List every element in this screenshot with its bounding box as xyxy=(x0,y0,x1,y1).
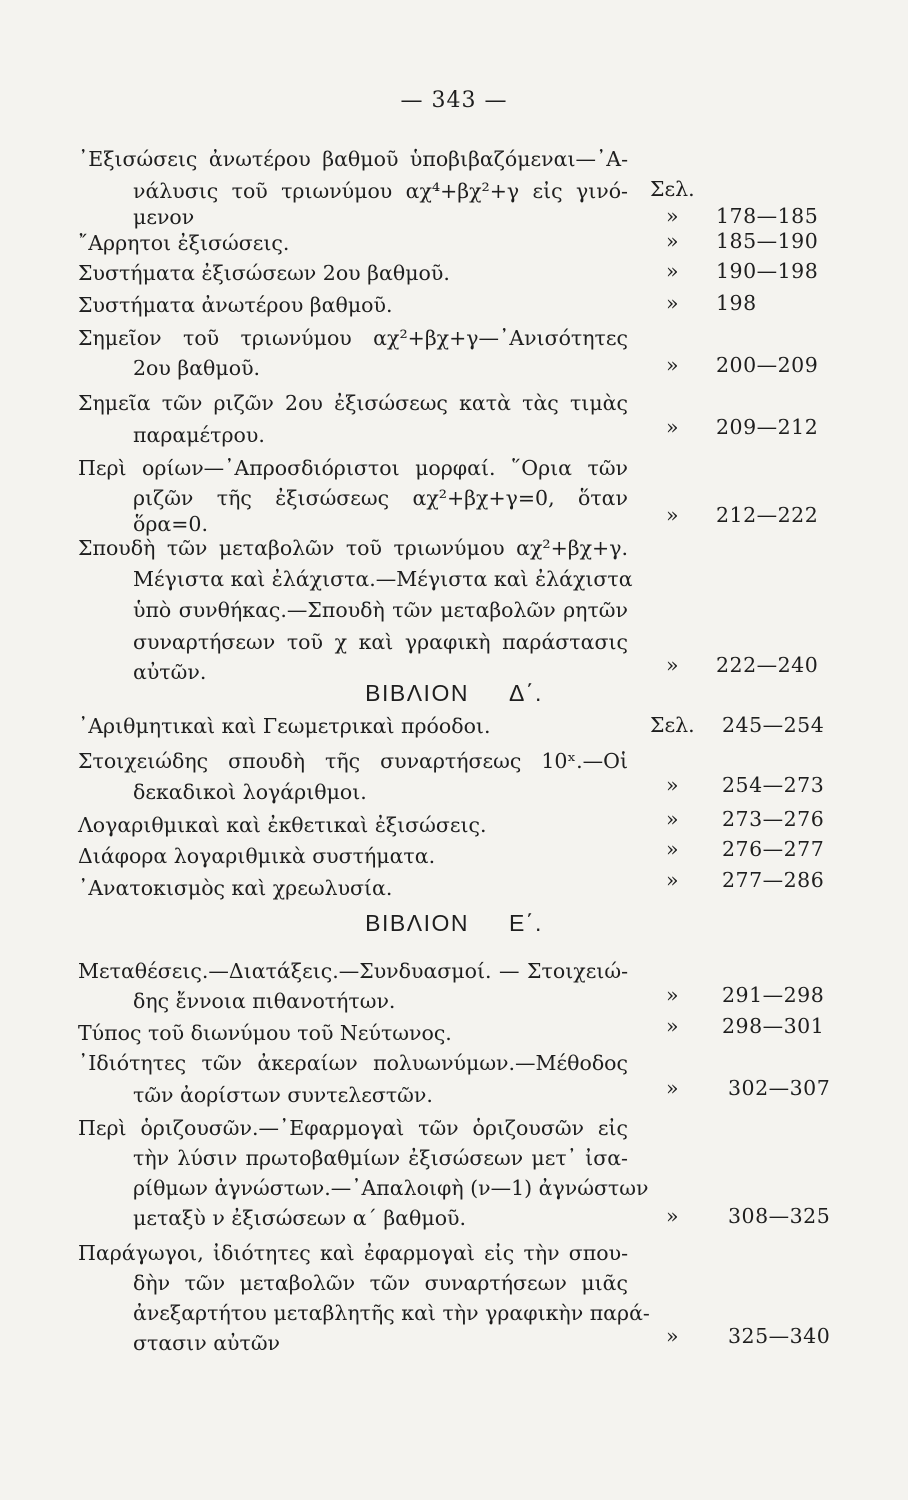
page-range: 185—190 xyxy=(716,229,819,253)
entry-line: Στοιχειώδης σπουδὴ τῆς συναρτήσεως 10ˣ.—Οἱ xyxy=(78,749,628,773)
page-range: 291—298 xyxy=(722,983,825,1007)
ditto-mark: » xyxy=(666,1204,679,1228)
ditto-mark: » xyxy=(666,837,679,861)
entry-line: Σημεῖα τῶν ριζῶν 2ου ἐξισώσεως κατὰ τὰς τιμὰς xyxy=(78,391,628,415)
entry-line: ἀνεξαρτήτου μεταβλητῆς καὶ τὴν γραφικὴν παρά- xyxy=(133,1301,650,1325)
page-range: 254—273 xyxy=(722,773,825,797)
entry-line: ὑπὸ συνθήκας.—Σπουδὴ τῶν μεταβολῶν ρητῶν xyxy=(133,598,628,622)
ditto-mark: » xyxy=(666,503,679,527)
heading-numeral: Δ΄. xyxy=(508,680,543,706)
entry-line: Συστήματα ἐξισώσεων 2ου βαθμοῦ. xyxy=(78,261,450,285)
ditto-mark: » xyxy=(666,259,679,283)
entry-line: ρίθμων ἀγνώστων.—᾿Απαλοιφὴ (ν—1) ἀγνώστων xyxy=(133,1176,649,1200)
ditto-mark: » xyxy=(666,1324,679,1348)
heading-numeral: Ε΄. xyxy=(508,910,543,936)
page-range: 190—198 xyxy=(716,259,819,283)
page-range: 273—276 xyxy=(722,807,825,831)
entry-line: τῶν ἀορίστων συντελεστῶν. xyxy=(133,1083,433,1107)
page-range: 308—325 xyxy=(728,1204,831,1228)
page-number: — 343 — xyxy=(400,88,508,113)
entry-line: αὐτῶν. xyxy=(133,660,207,684)
entry-line: ριζῶν τῆς ἐξισώσεως αχ²+βχ+γ=0, ὅταν xyxy=(133,486,628,510)
unit-label: Σελ. xyxy=(650,177,695,201)
entry-line: παραμέτρου. xyxy=(133,423,265,447)
ditto-mark: » xyxy=(666,229,679,253)
entry-line: τὴν λύσιν πρωτοβαθμίων ἐξισώσεων μετ᾿ ἰσα- xyxy=(133,1146,628,1170)
page-range: 178—185 xyxy=(716,204,819,228)
page-range: 277—286 xyxy=(722,868,825,892)
page-range: 245—254 xyxy=(722,713,825,737)
entry-line: Σημεῖον τοῦ τριωνύμου αχ²+βχ+γ—᾿Ανισότητες xyxy=(78,326,628,350)
entry-line: ᾿Ανατοκισμὸς καὶ χρεωλυσία. xyxy=(78,876,393,900)
ditto-mark: » xyxy=(666,353,679,377)
ditto-mark: » xyxy=(666,868,679,892)
entry-line: Διάφορα λογαριθμικὰ συστήματα. xyxy=(78,844,436,868)
page-range: 302—307 xyxy=(728,1076,831,1100)
entry-line: δεκαδικοὶ λογάριθμοι. xyxy=(133,780,367,804)
entry-line: δης ἔννοια πιθανοτήτων. xyxy=(133,989,396,1013)
entry-line: Συστήματα ἀνωτέρου βαθμοῦ. xyxy=(78,293,393,317)
ditto-mark: » xyxy=(666,773,679,797)
ditto-mark: » xyxy=(666,1076,679,1100)
entry-line: Τύπος τοῦ διωνύμου τοῦ Νεύτωνος. xyxy=(78,1021,452,1045)
entry-line: νάλυσις τοῦ τριωνύμου αχ⁴+βχ²+γ εἰς γινό- xyxy=(133,179,628,203)
entry-line: ᾿Εξισώσεις ἀνωτέρου βαθμοῦ ὑποβιβαζόμεναι—᾿Α- xyxy=(78,147,628,171)
entry-line: 2ου βαθμοῦ. xyxy=(133,356,261,380)
entry-line: Μεταθέσεις.—Διατάξεις.—Συνδυασμοί. — Στοιχειώ- xyxy=(78,959,628,983)
heading-word: ΒΙΒΛΙΟΝ xyxy=(365,910,469,936)
entry-line: δὴν τῶν μεταβολῶν τῶν συναρτήσεων μιᾶς xyxy=(133,1271,628,1295)
ditto-mark: » xyxy=(666,983,679,1007)
ditto-mark: » xyxy=(666,415,679,439)
entry-line: Λογαριθμικαὶ καὶ ἐκθετικαὶ ἐξισώσεις. xyxy=(78,813,487,837)
page-range: 200—209 xyxy=(716,353,819,377)
entry-line: στασιν αὐτῶν xyxy=(133,1331,281,1355)
page-range: 222—240 xyxy=(716,653,819,677)
ditto-mark: » xyxy=(666,807,679,831)
page-range: 212—222 xyxy=(716,503,819,527)
entry-line: μεταξὺ ν ἐξισώσεων α΄ βαθμοῦ. xyxy=(133,1206,467,1230)
page-range: 276—277 xyxy=(722,837,825,861)
unit-label: Σελ. xyxy=(650,713,695,737)
entry-line: ὅρα=0. xyxy=(133,512,208,536)
section-heading-book-d xyxy=(0,680,908,707)
page-range: 298—301 xyxy=(722,1014,825,1038)
entry-line: μενον xyxy=(133,205,195,229)
page-range: 325—340 xyxy=(728,1324,831,1348)
ditto-mark: » xyxy=(666,204,679,228)
page-range: 198 xyxy=(716,291,757,315)
entry-line: ᾿Αριθμητικαὶ καὶ Γεωμετρικαὶ πρόοδοι. xyxy=(78,714,491,738)
entry-line: Περὶ ὁριζουσῶν.—᾿Εφαρμογαὶ τῶν ὁριζουσῶν εἰς xyxy=(78,1116,628,1140)
section-heading-book-e xyxy=(0,910,908,937)
entry-line: ᾿Ιδιότητες τῶν ἀκεραίων πολυωνύμων.—Μέθοδος xyxy=(78,1051,628,1075)
ditto-mark: » xyxy=(666,291,679,315)
entry-line: Παράγωγοι, ἰδιότητες καὶ ἐφαρμογαὶ εἰς τὴν σπου- xyxy=(78,1241,628,1265)
entry-line: ῎Αρρητοι ἐξισώσεις. xyxy=(78,231,290,255)
heading-word: ΒΙΒΛΙΟΝ xyxy=(365,680,469,706)
ditto-mark: » xyxy=(666,653,679,677)
entry-line: συναρτήσεων τοῦ χ καὶ γραφικὴ παράστασις xyxy=(133,630,628,654)
ditto-mark: » xyxy=(666,1014,679,1038)
entry-line: Περὶ ορίων—᾿Απροσδιόριστοι μορφαί. ῞Ορια τῶν xyxy=(78,456,628,480)
entry-line: Σπουδὴ τῶν μεταβολῶν τοῦ τριωνύμου αχ²+βχ+γ. xyxy=(78,536,628,560)
entry-line: Μέγιστα καὶ ἐλάχιστα.—Μέγιστα καὶ ἐλάχιστα xyxy=(133,567,633,591)
page-range: 209—212 xyxy=(716,415,819,439)
